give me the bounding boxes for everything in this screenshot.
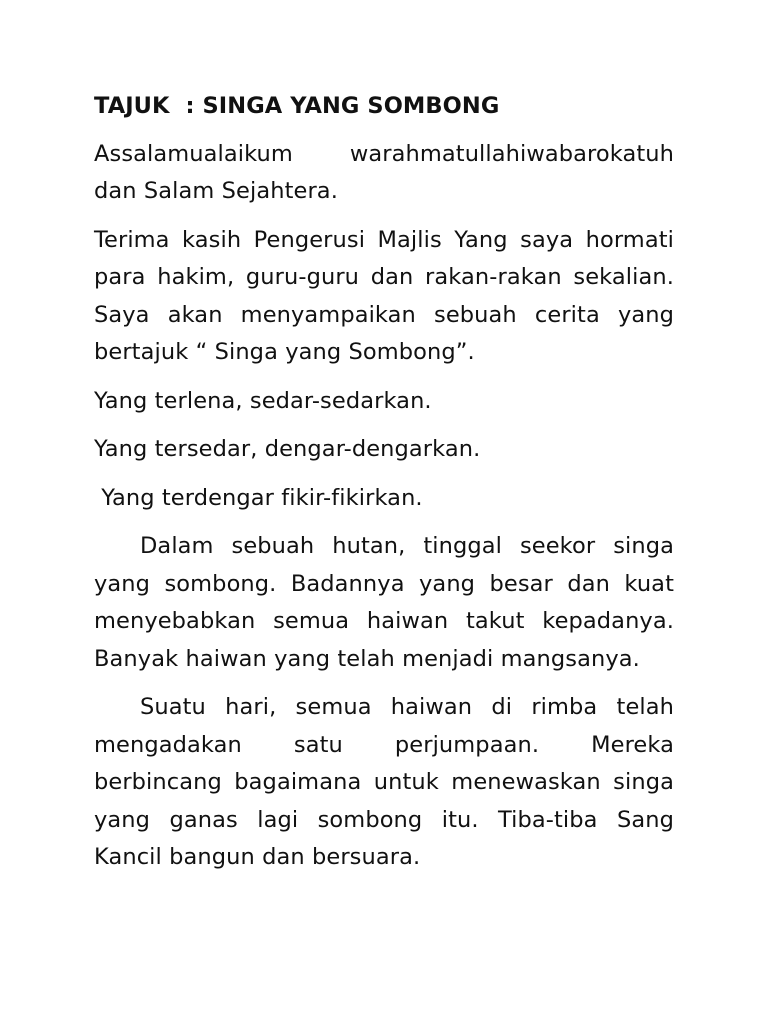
- verse-line-2: Yang tersedar, dengar-dengarkan.: [94, 436, 481, 462]
- verse-line-3: Yang terdengar fikir-fikirkan.: [94, 484, 423, 511]
- verse-line-1: Yang terlena, sedar-sedarkan.: [94, 387, 432, 414]
- story-paragraph-1: Dalam sebuah hutan, tinggal seekor singa yang sombong. Badannya yang besar dan kuat menyebabkan semua haiwan takut kepadanya. Banyak haiwan yang telah menjadi mangsanya.: [94, 533, 674, 672]
- story-paragraph-2: Suatu hari, semua haiwan di rimba telah mengadakan satu perjumpaan. Mereka berbincang bagaimana untuk menewaskan singa yang ganas lagi sombong itu. Tiba-tiba Sang Kancil bangun dan bersuara.: [94, 694, 674, 870]
- document-title: TAJUK : SINGA YANG SOMBONG: [94, 93, 500, 119]
- greeting-paragraph: Assalamualaikum warahmatullahiwabarokatuh dan Salam Sejahtera.: [94, 140, 674, 204]
- intro-paragraph: Terima kasih Pengerusi Majlis Yang saya hormati para hakim, guru-guru dan rakan-rakan sekalian. Saya akan menyampaikan sebuah cerita yang bertajuk “ Singa yang Sombong”.: [94, 226, 674, 365]
- document-page: [94, 88, 674, 888]
